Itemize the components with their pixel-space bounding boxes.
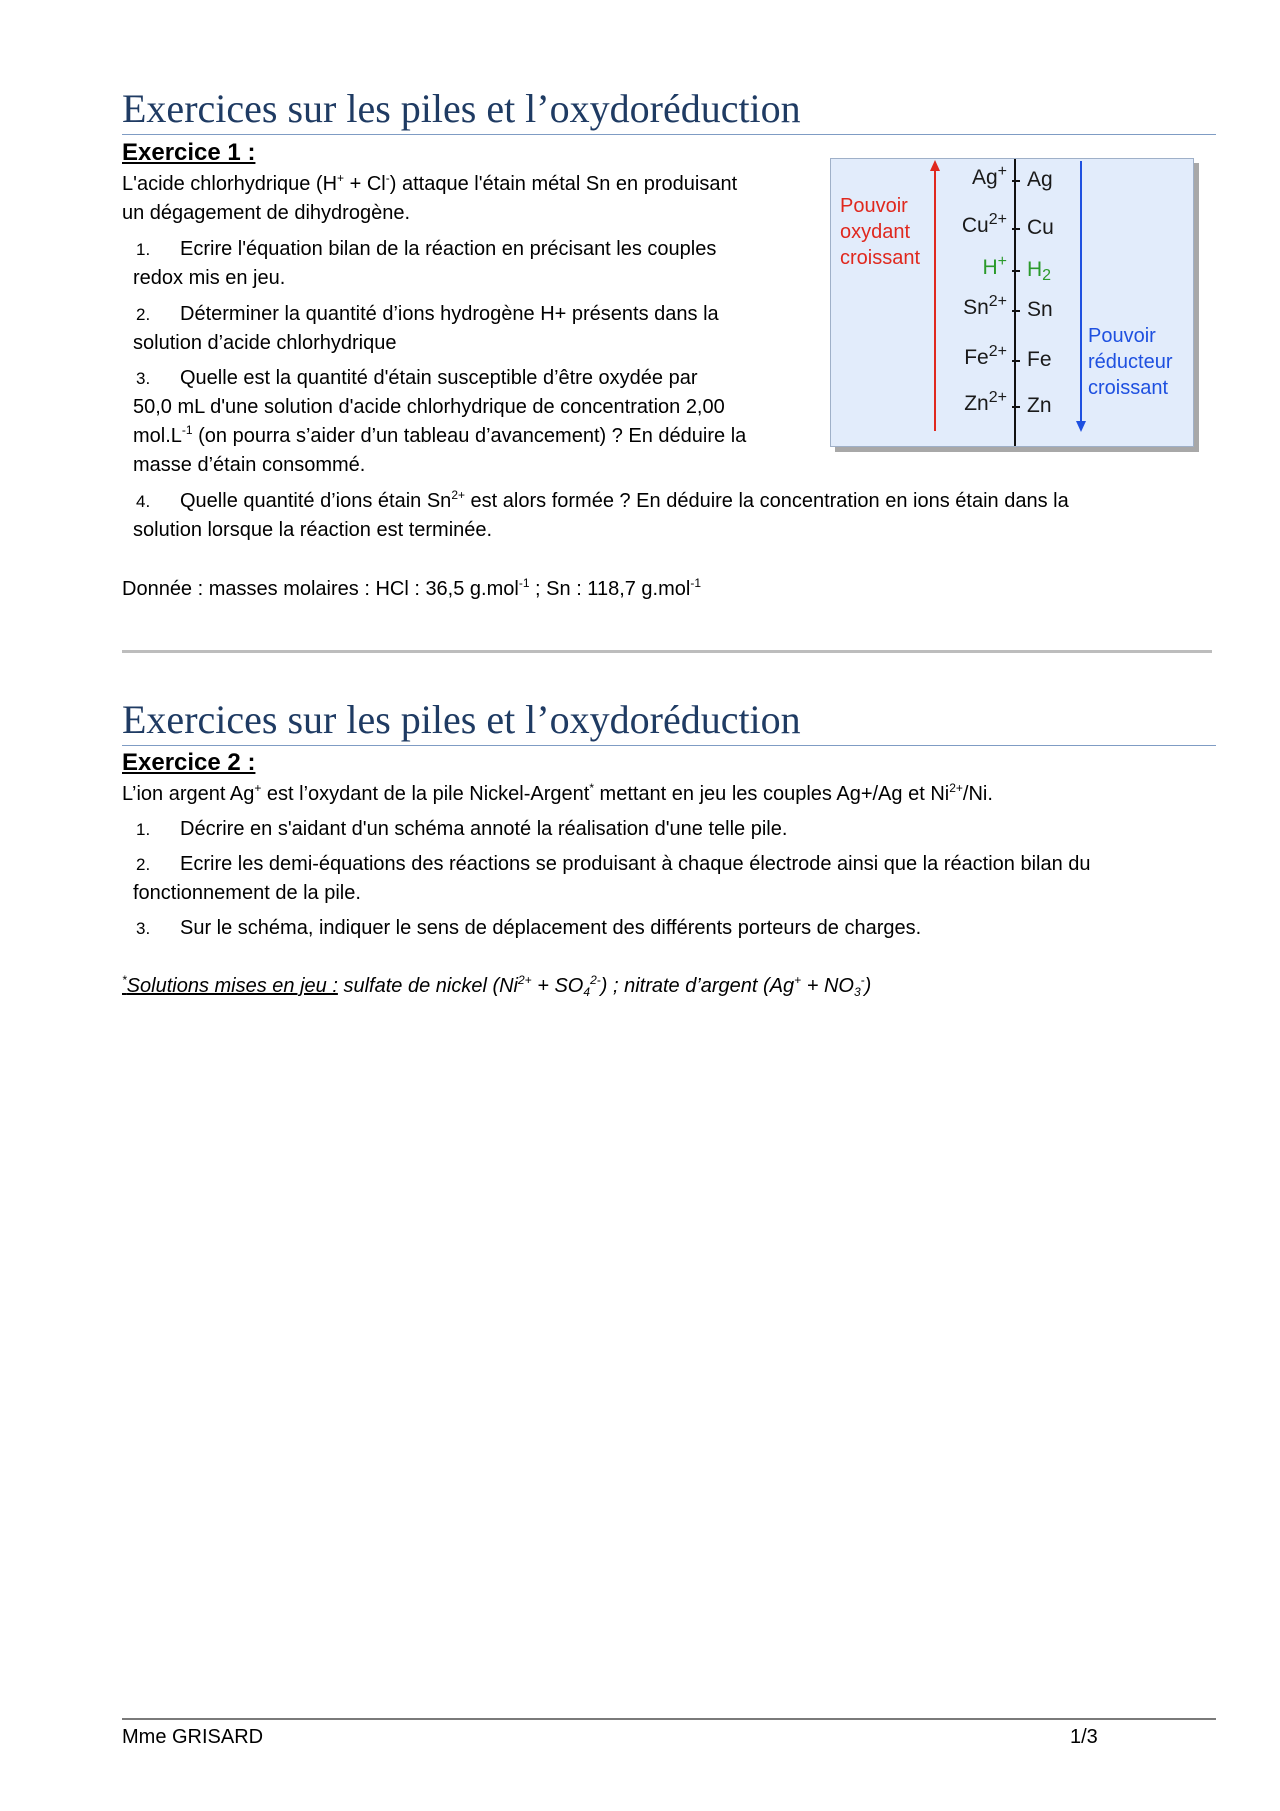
oxidant-ag: Ag+ [971,163,1007,189]
exercise-2-heading: Exercice 2 : [122,749,256,776]
question-1-1: 1. Ecrire l'équation bilan de la réaction en précisant les couples redox mis en jeu. [133,238,717,289]
solutions-note: *Solutions mises en jeu : sulfate de nickel $(Ni^{2+} + SO_4^{2-})$ ; nitrate d’argent $(Ag^+ + NO_3^-)$ [122,973,872,999]
exercise-1-heading: Exercice 1 : [122,139,256,166]
question-1-3: 3. Quelle est la quantité d'étain susceptible d’être oxydée par 50,0 mL d'une solution d'acide chlorhydrique de concentration 2,00 $mol.L^{-1}$ (on pourra s’aider d’un tableau d’avancement) ? En déduire la masse d’étain consommé. [133,367,747,476]
oxidant-h: H+ [982,253,1007,279]
footer-author: Mme GRISARD [122,1726,264,1748]
reductant-sn: Sn [1027,298,1053,321]
redox-scale-figure [830,158,1194,447]
couple-tick [1012,270,1020,272]
intro-line-2: un dégagement de dihydrogène. [122,202,411,224]
reducing-power-label-1: Pouvoir [1088,325,1156,347]
oxidizing-power-label-2: oxydant [840,221,911,243]
oxidizing-arrow-head [930,160,940,171]
couple-tick [1012,228,1020,230]
page-title-1: Exercices sur les piles et l’oxydoréduction [122,86,1216,135]
couple-tick [1012,360,1020,362]
exercise-1-intro [122,170,737,228]
oxidizing-power-label-3: croissant [840,247,921,269]
footer-rule [122,1718,1216,1720]
redox-arrows [831,159,1193,446]
intro-line-1: L'acide chlorhydrique (H+ + Cl-) attaque l'étain métal Sn en produisant [122,171,738,195]
reducing-arrow-head [1076,421,1086,432]
oxidizing-power-label-1: Pouvoir [840,195,908,217]
footer-page-number: 1/3 [1070,1726,1098,1748]
couple-tick [1012,406,1020,408]
oxidant-cu: $Cu^{2+}$ [961,211,1007,237]
question-2-2: 2. Ecrire les demi-équations des réactions se produisant à chaque électrode ainsi que la réaction bilan du fonctionnement de la pile. [133,853,1091,904]
question-2-1: 1. Décrire en s'aidant d'un schéma annoté la réalisation d'une telle pile. [136,818,788,840]
oxidant-zn: $Zn^{2+}$ [964,389,1007,415]
question-2-3: 3. Sur le schéma, indiquer le sens de déplacement des différents porteurs de charges. [136,917,922,939]
couple-tick [1012,310,1020,312]
reductant-fe: Fe [1027,348,1052,371]
reductant-h2: $H_2$ [1027,258,1052,284]
exercise-2-intro: L’ion argent Ag+ est l’oxydant de la pile Nickel-Argent* mettant en jeu les couples Ag+/Ag et $Ni^{2+}/Ni$. [122,781,993,805]
question-1-4: 4. Quelle quantité d’ions étain $Sn^{2+}$ est alors formée ? En déduire la concentration en ions étain dans la solution lorsque la réaction est terminée. [133,488,1069,541]
oxidant-fe: $Fe^{2+}$ [964,343,1007,369]
page-title-2: Exercices sur les piles et l’oxydoréduction [122,697,1216,746]
molar-mass-data: Donnée : masses molaires : HCl : 36,5 g.mol$^{-1}$ ; Sn : 118,7 g.mol$^{-1}$ [122,576,702,600]
couple-tick [1012,180,1020,182]
reducing-power-label-3: croissant [1088,377,1169,399]
section-separator [122,650,1212,653]
question-1-2: 2. Déterminer la quantité d’ions hydrogène H+ présents dans la solution d’acide chlorhydrique [133,303,719,354]
reductant-zn: Zn [1027,394,1052,417]
reducing-power-label-2: réducteur [1088,351,1173,373]
reductant-cu: Cu [1027,216,1054,239]
oxidant-sn: $Sn^{2+}$ [963,293,1007,319]
reductant-ag: Ag [1027,168,1053,191]
